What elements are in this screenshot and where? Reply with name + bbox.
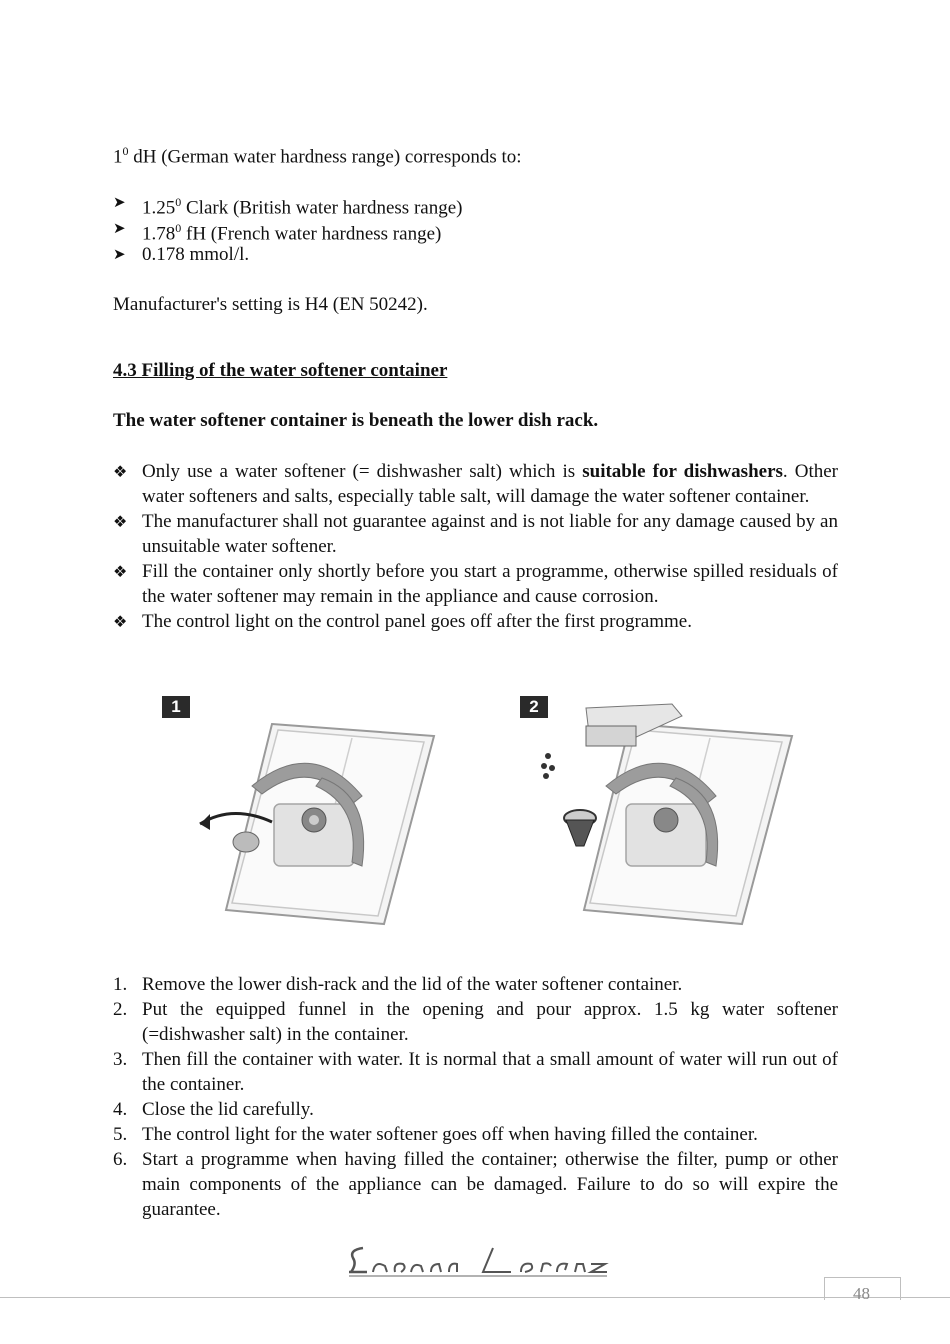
page-number: 48 xyxy=(853,1284,870,1303)
list-item xyxy=(113,216,838,245)
hardness-desc: Clark (British water hardness range) xyxy=(181,197,463,219)
figure-remove-lid xyxy=(162,696,452,936)
hardness-intro xyxy=(113,139,838,169)
hardness-list xyxy=(113,190,838,268)
list-item xyxy=(113,1122,838,1147)
step-number: 4. xyxy=(113,1099,128,1120)
list-item xyxy=(113,1097,838,1122)
list-item xyxy=(113,559,838,609)
figure-number: 1 xyxy=(162,696,190,718)
bullet-text: The manufacturer shall not guarantee against and is not liable for any damage caused by an unsuitable water softener. xyxy=(142,511,838,557)
arrow-bullet-icon: ➤ xyxy=(113,193,126,211)
step-number: 1. xyxy=(113,974,128,995)
arrow-bullet-icon: ➤ xyxy=(113,219,126,237)
list-item xyxy=(113,1047,838,1097)
hardness-degree: 0 xyxy=(175,221,182,235)
intro-degree: 0 xyxy=(122,144,129,158)
diamond-bullet-icon: ❖ xyxy=(113,462,128,481)
bullet-text: Fill the container only shortly before you start a programme, otherwise spilled residuals of the water softener may remain in the appliance and cause corrosion. xyxy=(142,561,838,607)
step-text: Start a programme when having filled the container; otherwise the filter, pump or other main components of the appliance can be damaged. Failure to do so will expire the guarantee. xyxy=(142,1149,838,1220)
step-text: Put the equipped funnel in the opening and pour approx. 1.5 kg water softener (=dishwasher salt) in the container. xyxy=(142,999,838,1045)
steps-list xyxy=(113,972,838,1222)
step-text: Then fill the container with water. It is normal that a small amount of water will run out of the container. xyxy=(142,1049,838,1095)
bullet-text-part: . Other water softeners and salts, especially table salt, will damage the water softener container. xyxy=(142,461,838,507)
section-title: 4.3 Filling of the water softener container xyxy=(113,360,448,381)
step-text: Close the lid carefully. xyxy=(142,1099,314,1120)
diamond-bullet-icon: ❖ xyxy=(113,562,128,581)
figure-number: 2 xyxy=(520,696,548,718)
dishwasher-illustration-2 xyxy=(520,696,810,936)
diamond-bullet-icon: ❖ xyxy=(113,612,128,631)
list-item xyxy=(113,459,838,509)
step-number: 6. xyxy=(113,1149,128,1170)
hardness-value: 1.78 xyxy=(142,223,176,245)
bullet-text xyxy=(142,459,838,509)
hardness-degree: 0 xyxy=(175,195,182,209)
bullet-emphasis: suitable for dishwashers xyxy=(582,461,783,482)
hardness-value: 1.25 xyxy=(142,197,176,219)
list-item xyxy=(113,997,838,1047)
list-item xyxy=(113,972,838,997)
footer-divider xyxy=(0,1297,950,1298)
manufacturer-setting: Manufacturer's setting is H4 (EN 50242). xyxy=(113,294,428,315)
bullet-text-part: Only use a water softener (= dishwasher salt) which is xyxy=(142,461,583,482)
figure-fill-salt xyxy=(520,696,810,936)
step-number: 5. xyxy=(113,1124,128,1145)
bullet-list xyxy=(113,459,838,634)
diamond-bullet-icon: ❖ xyxy=(113,512,128,531)
intro-prefix: 1 xyxy=(113,146,123,168)
arrow-bullet-icon: ➤ xyxy=(113,245,126,263)
step-number: 3. xyxy=(113,1049,128,1070)
list-item xyxy=(113,242,838,268)
hardness-value: 0.178 mmol/l. xyxy=(142,244,250,265)
hardness-desc: fH (French water hardness range) xyxy=(181,223,442,245)
list-item xyxy=(113,609,838,634)
intro-text: dH (German water hardness range) corresponds to: xyxy=(128,146,522,168)
dishwasher-illustration-1 xyxy=(162,696,452,936)
step-text: Remove the lower dish-rack and the lid of the water softener container. xyxy=(142,974,683,995)
list-item xyxy=(113,1147,838,1222)
list-item xyxy=(113,190,838,219)
list-item xyxy=(113,509,838,559)
step-number: 2. xyxy=(113,999,128,1020)
bullet-text: The control light on the control panel goes off after the first programme. xyxy=(142,611,692,632)
section-subtitle: The water softener container is beneath the lower dish rack. xyxy=(113,410,599,431)
brand-logo xyxy=(345,1242,610,1282)
step-text: The control light for the water softener goes off when having filled the container. xyxy=(142,1124,758,1145)
